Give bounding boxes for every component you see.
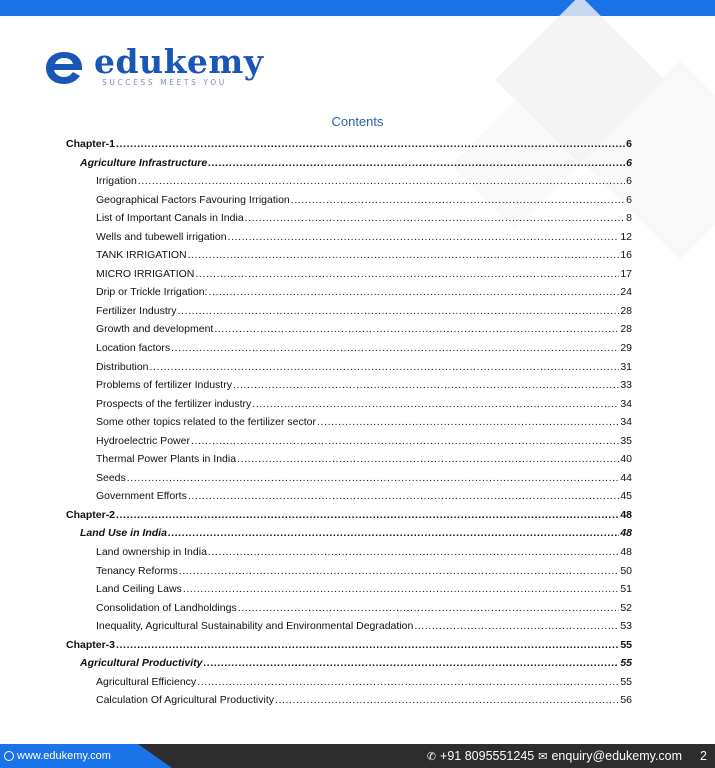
logo-e-icon (42, 48, 86, 88)
toc-dot-leader (208, 283, 619, 302)
toc-entry[interactable] (66, 172, 632, 191)
toc-entry[interactable] (66, 395, 632, 414)
toc-entry-title: Tenancy Reforms (96, 564, 178, 577)
edukemy-logo (42, 42, 272, 90)
toc-entry[interactable] (66, 228, 632, 247)
toc-dot-leader (214, 320, 619, 339)
toc-entry-page: 56 (620, 694, 632, 707)
logo-wordmark: edukemy (94, 42, 264, 81)
toc-entry[interactable] (66, 209, 632, 228)
toc-entry-page: 50 (620, 564, 632, 577)
toc-entry[interactable] (66, 562, 632, 581)
toc-dot-leader (208, 154, 625, 173)
toc-dot-leader (168, 524, 619, 543)
toc-entry-page: 45 (620, 490, 632, 503)
toc-entry-title: Chapter-3 (66, 638, 116, 651)
toc-entry[interactable] (66, 358, 632, 377)
toc-entry[interactable] (66, 376, 632, 395)
toc-entry-page: 33 (620, 379, 632, 392)
toc-entry[interactable] (66, 543, 632, 562)
toc-entry[interactable] (66, 302, 632, 321)
toc-entry-page: 51 (620, 583, 632, 596)
toc-entry[interactable] (66, 339, 632, 358)
toc-entry[interactable] (66, 246, 632, 265)
toc-entry-page: 6 (626, 138, 632, 150)
toc-entry[interactable] (66, 599, 632, 618)
toc-entry[interactable] (66, 154, 632, 173)
toc-entry-title: Distribution (96, 360, 149, 373)
toc-entry-page: 34 (620, 397, 632, 410)
toc-dot-leader (238, 599, 620, 618)
toc-dot-leader (116, 135, 625, 154)
toc-dot-leader (208, 543, 619, 562)
toc-dot-leader (197, 673, 619, 692)
toc-entry-page: 34 (620, 416, 632, 429)
toc-entry[interactable] (66, 524, 632, 543)
toc-entry-page: 28 (620, 304, 632, 317)
toc-entry-page: 44 (620, 471, 632, 484)
toc-entry[interactable] (66, 191, 632, 210)
toc-dot-leader (228, 228, 620, 247)
toc-entry-title: Consolidation of Landholdings (96, 601, 237, 614)
toc-entry-page: 35 (620, 434, 632, 447)
toc-entry[interactable] (66, 636, 632, 655)
toc-entry-title: Land ownership in India (96, 546, 207, 559)
toc-entry-page: 55 (620, 657, 632, 670)
toc-dot-leader (179, 562, 620, 581)
toc-entry[interactable] (66, 580, 632, 599)
toc-entry-page: 6 (626, 175, 632, 188)
website-link[interactable]: www.edukemy.com (17, 750, 111, 762)
toc-dot-leader (275, 691, 619, 710)
toc-entry-title: Some other topics related to the fertilizer sector (96, 416, 317, 429)
toc-entry[interactable] (66, 432, 632, 451)
toc-entry-page: 28 (620, 323, 632, 336)
toc-dot-leader (291, 191, 625, 210)
page-number: 2 (700, 749, 707, 763)
toc-dot-leader (252, 395, 619, 414)
toc-dot-leader (191, 432, 619, 451)
footer-contact (427, 749, 707, 763)
toc-entry-title: Inequality, Agricultural Sustainability and Environmental Degradation (96, 620, 414, 633)
toc-entry-title: Drip or Trickle Irrigation: (96, 286, 208, 299)
toc-dot-leader (188, 246, 620, 265)
toc-dot-leader (138, 172, 625, 191)
toc-entry-page: 24 (620, 286, 632, 299)
toc-entry-page: 17 (620, 267, 632, 280)
toc-entry[interactable] (66, 283, 632, 302)
toc-entry[interactable] (66, 413, 632, 432)
toc-entry[interactable] (66, 506, 632, 525)
toc-dot-leader (116, 506, 619, 525)
toc-entry-title: Geographical Factors Favouring Irrigation (96, 193, 290, 206)
toc-dot-leader (188, 487, 619, 506)
logo-tagline: SUCCESS MEETS YOU (102, 78, 227, 87)
toc-dot-leader (127, 469, 620, 488)
toc-entry[interactable] (66, 617, 632, 636)
toc-entry-page: 48 (620, 508, 632, 521)
toc-entry-page: 52 (620, 601, 632, 614)
toc-entry-title: Chapter-2 (66, 508, 116, 521)
toc-entry-page: 6 (626, 193, 632, 206)
globe-icon (4, 751, 14, 761)
toc-entry[interactable] (66, 469, 632, 488)
toc-dot-leader (317, 413, 619, 432)
toc-entry[interactable] (66, 450, 632, 469)
toc-entry[interactable] (66, 487, 632, 506)
phone-icon: ✆ (426, 750, 437, 763)
toc-entry-page: 6 (626, 156, 632, 169)
toc-entry-title: List of Important Canals in India (96, 212, 244, 225)
toc-entry-title: Fertilizer Industry (96, 304, 177, 317)
toc-entry-page: 40 (620, 453, 632, 466)
toc-entry-title: Agricultural Productivity (80, 657, 203, 670)
toc-dot-leader (150, 358, 620, 377)
contents-heading: Contents (331, 114, 384, 129)
toc-entry-title: Location factors (96, 342, 171, 355)
toc-dot-leader (245, 209, 625, 228)
toc-entry-title: MICRO IRRIGATION (96, 267, 195, 280)
footer-website[interactable] (4, 750, 111, 762)
toc-dot-leader (237, 450, 619, 469)
toc-entry-page: 16 (620, 249, 632, 262)
toc-entry-title: Agriculture Infrastructure (80, 156, 208, 169)
toc-entry[interactable] (66, 265, 632, 284)
toc-dot-leader (178, 302, 620, 321)
toc-entry-title: Wells and tubewell irrigation (96, 230, 227, 243)
toc-entry-page: 48 (620, 546, 632, 559)
top-accent-bar (0, 0, 715, 16)
toc-dot-leader (183, 580, 620, 599)
toc-entry-page: 8 (626, 212, 632, 225)
toc-entry-title: Thermal Power Plants in India (96, 453, 237, 466)
toc-entry-title: Agricultural Efficiency (96, 675, 197, 688)
toc-entry-title: Irrigation (96, 175, 137, 188)
toc-entry[interactable] (66, 320, 632, 339)
footer-phone[interactable]: +91 8095551245 (440, 749, 535, 763)
toc-entry[interactable] (66, 673, 632, 692)
toc-dot-leader (116, 636, 619, 655)
toc-entry-title: TANK IRRIGATION (96, 249, 187, 262)
toc-entry-title: Growth and development (96, 323, 214, 336)
toc-entry-page: 29 (620, 342, 632, 355)
toc-entry[interactable] (66, 654, 632, 673)
table-of-contents (66, 135, 632, 710)
toc-entry-title: Land Ceiling Laws (96, 583, 182, 596)
toc-entry-title: Chapter-1 (66, 138, 116, 150)
toc-entry-title: Land Use in India (80, 527, 167, 540)
toc-entry-page: 55 (620, 675, 632, 688)
toc-dot-leader (233, 376, 619, 395)
toc-entry-title: Problems of fertilizer Industry (96, 379, 232, 392)
toc-entry-page: 55 (620, 638, 632, 651)
toc-entry-title: Seeds (96, 471, 126, 484)
toc-entry-page: 48 (620, 527, 632, 540)
toc-entry[interactable] (66, 135, 632, 154)
footer-email[interactable]: enquiry@edukemy.com (551, 749, 683, 763)
toc-entry-title: Hydroelectric Power (96, 434, 190, 447)
toc-dot-leader (204, 654, 620, 673)
toc-entry-title: Prospects of the fertilizer industry (96, 397, 252, 410)
toc-entry-page: 12 (620, 230, 632, 243)
mail-icon: ✉ (538, 750, 548, 763)
toc-entry-page: 31 (620, 360, 632, 373)
toc-entry-title: Government Efforts (96, 490, 187, 503)
toc-dot-leader (171, 339, 619, 358)
toc-entry-page: 53 (620, 620, 632, 633)
toc-dot-leader (195, 265, 619, 284)
toc-dot-leader (414, 617, 619, 636)
toc-entry-title: Calculation Of Agricultural Productivity (96, 694, 274, 707)
toc-entry[interactable] (66, 691, 632, 710)
